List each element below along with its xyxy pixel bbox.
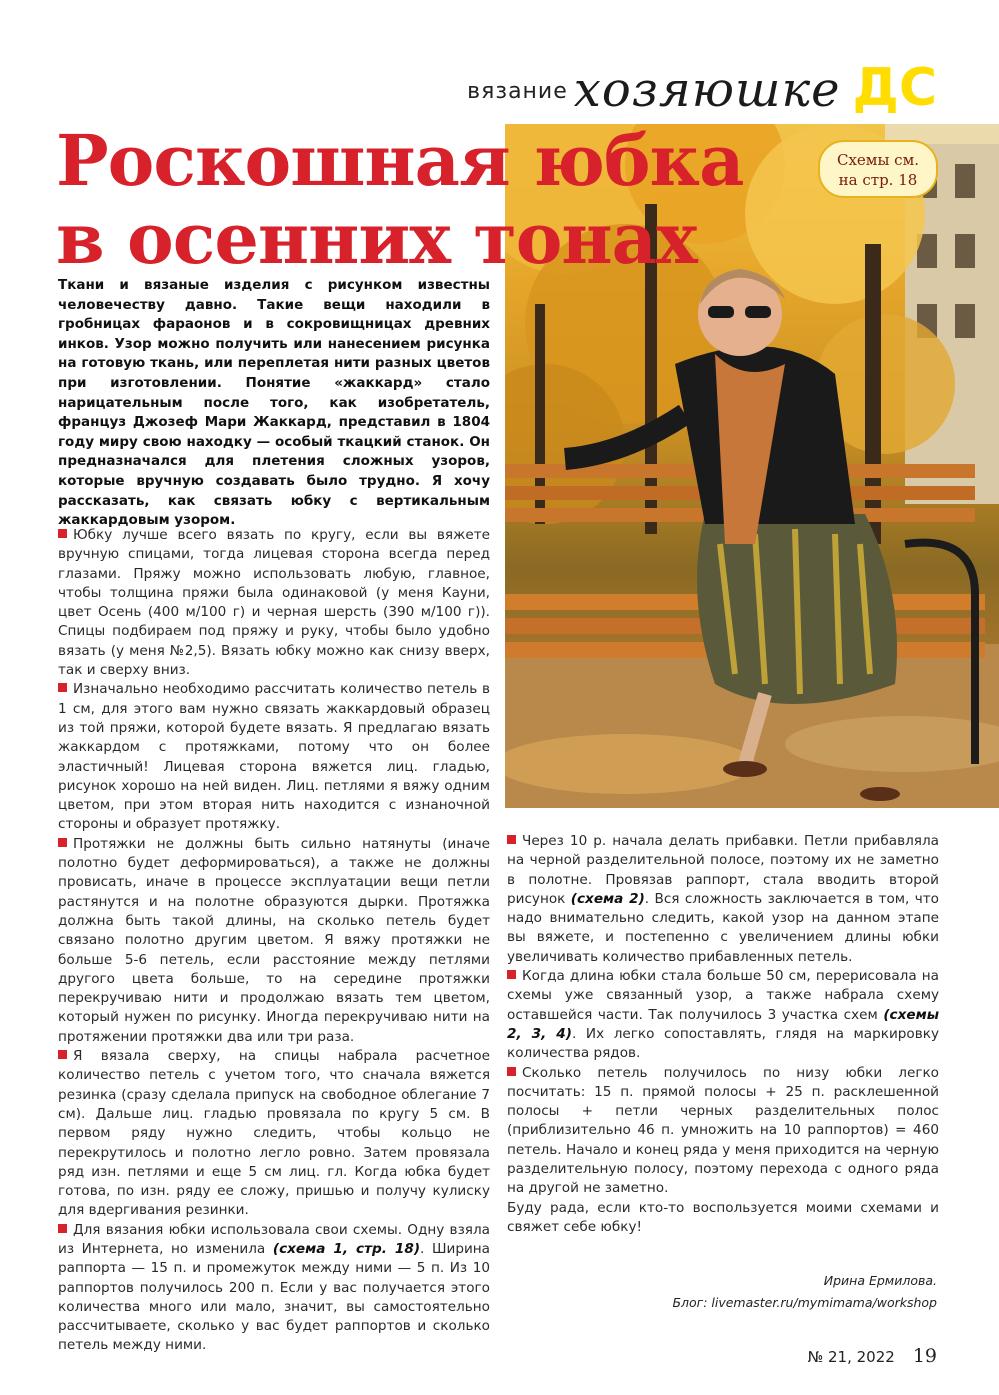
paragraph — [507, 1064, 939, 1199]
paragraph — [58, 1221, 490, 1356]
rubric-label: вязание — [467, 79, 568, 104]
page-footer — [808, 1345, 937, 1367]
section-title: хозяюшке — [573, 62, 841, 118]
paragraph-text: Сколько петель получилось по низу юбки легко посчитать: 15 п. прямой полосы + 25 п. расклешенной полосы + петли черных разделительных полос (приблизительно 46 п. умножить на 10 раппортов) = 460 петель. Начало и конец ряда у меня приходится на черную разделительную полосу, поэтому перехода с одного ряда на другой не заметно. — [507, 1064, 939, 1197]
article-lead: Ткани и вязаные изделия с рисунком известны человечеству давно. Такие вещи находили в гробницах фараонов и в сокровищницах древних инков. Узор можно получить или нанесением рисунка на готовую ткань, или переплетая нити разных цветов при изготовлении. Понятие «жаккард» стало нарицательным после того, как изобретатель, француз Джозеф Мари Жаккард, представил в 1804 году миру свою находку — особый ткацкий станок. Он предназначался для плетения сложных узоров, которые вручную создавать было трудно. Я хочу рассказать, как связать юбку с вертикальным жаккардовым узором. — [58, 277, 490, 529]
bullet-square-icon — [58, 1050, 67, 1059]
issue-number: № 21, 2022 — [807, 1348, 895, 1366]
scheme-reference: (схема 2) — [570, 890, 645, 907]
paragraph-text: Изначально необходимо рассчитать количество петель в 1 см, для этого вам нужно связать жаккардовый образец из той пряжи, которой будете вязать. Я предлагаю вязать жаккардом с протяжками, потому что он более эластичный! Лицевая сторона вяжется лиц. гладью, рисунок хорошо на ней виден. Лиц. петлями я вяжу одним цветом, при этом вторая нить находится с изнаночной стороны и образует протяжку. — [58, 681, 490, 833]
bullet-square-icon — [58, 838, 67, 847]
scheme-reference: (схема 1, стр. 18) — [272, 1240, 421, 1257]
badge-line-1: Схемы см. — [836, 151, 920, 169]
paragraph — [58, 680, 490, 834]
paragraph-text: Для вязания юбки использовала свои схемы. Одну взяла из Интернета, но изменила — [58, 1221, 490, 1257]
bullet-square-icon — [58, 1224, 67, 1233]
body-column-1 — [58, 526, 490, 1356]
paragraph — [58, 835, 490, 1047]
bullet-square-icon — [507, 835, 516, 844]
schemes-badge — [818, 140, 938, 198]
paragraph — [507, 832, 939, 967]
paragraph — [507, 967, 939, 1063]
brand-logo: ДС — [852, 58, 937, 118]
author-blog: Блог: livemaster.ru/mymimama/workshop — [672, 1295, 937, 1310]
paragraph — [58, 1047, 490, 1221]
title-line-2: в осенних тонах — [56, 197, 697, 280]
author-signature — [672, 1270, 937, 1314]
title-line-1: Роскошная юбка — [56, 119, 744, 202]
page-number: 19 — [912, 1345, 937, 1367]
bullet-square-icon — [58, 529, 67, 538]
article-title — [56, 119, 744, 280]
paragraph-text: Юбку лучше всего вязать по кругу, если вы вяжете вручную спицами, тогда лицевая сторона всегда перед глазами. Пряжу можно использовать любую, главное, чтобы толщина пряжи была одинаковой (у меня Кауни, цвет Осень (400 м/100 г) и черная шерсть (390 м/100 г)). Спицы подбираем под пряжу и руку, чтобы было удобно вязать (у меня №2,5). Вязать юбку можно как снизу вверх, так и сверху вниз. — [58, 527, 490, 679]
paragraph-text: Протяжки не должны быть сильно натянуты (иначе полотно будет деформироваться), а также не должны провисать, иначе в процессе эксплуатации вещи петли растянутся и на полотне образуются дырки. Протяжка должна быть такой длины, на сколько петель будет связано полотно другим цветом. Я вяжу протяжки не больше 5-6 петель, если расстояние между петлями другого цвета больше, то на середине протяжки перекручиваю нити и продолжаю вязать тем цветом, который нужен по рисунку. Иногда перекручиваю нити на протяжении протяжки два или три раза. — [58, 835, 490, 1045]
bullet-square-icon — [507, 970, 516, 979]
paragraph — [58, 526, 490, 680]
paragraph-text: . Вся сложность заключается в том, что надо внимательно следить, какой узор на данном этапе вы вяжете, и постепенно с увеличением длины юбки увеличивать количество прибавленных петель. — [507, 890, 939, 965]
bullet-square-icon — [58, 683, 67, 692]
author-name: Ирина Ермилова. — [823, 1273, 937, 1288]
bullet-square-icon — [507, 1067, 516, 1076]
paragraph-text: Когда длина юбки стала больше 50 см, перерисовала на схемы уже связанный узор, а также набрала схему оставшейся части. Так получилось 3 участка схем — [507, 968, 939, 1023]
magazine-header — [467, 58, 937, 118]
scheme-reference: (схемы 2, 3, 4) — [507, 1006, 939, 1042]
body-column-2 — [507, 832, 939, 1237]
paragraph: Буду рада, если кто-то воспользуется моими схемами и свяжет себе юбку! — [507, 1199, 939, 1235]
badge-line-2: на стр. 18 — [838, 171, 918, 189]
paragraph-text: Я вязала сверху, на спицы набрала расчетное количество петель с учетом того, что сначала вяжется резинка (сразу сделала припуск на свободное облегание 7 см). Дальше лиц. гладью провязала по кругу 5 см. В первом ряду нужно следить, чтобы кольцо не перекрутилось и полотно легло ровно. Затем провязала ряд изн. петлями и еще 5 см лиц. гл. Когда юбка будет готова, по изн. ряду ее сложу, пришью и получу кулиску для вдергивания резинки. — [58, 1048, 490, 1219]
paragraph-text: . Ширина раппорта — 15 п. и промежуток между ними — 5 п. Из 10 раппортов получилось 200 п. Если у вас получается этого количества много или мало, значит, вы самостоятельно рассчитываете, сколько у вас будет раппортов и сколько петель между ними. — [58, 1240, 491, 1354]
paragraph-text: . Их легко сопоставлять, глядя на маркировку количества рядов. — [507, 1025, 939, 1062]
paragraph-text: Через 10 р. начала делать прибавки. Петли прибавляла на черной разделительной полосе, поэтому их не заметно в полотне. Провязав раппорт, стала вводить второй рисунок — [507, 833, 939, 907]
